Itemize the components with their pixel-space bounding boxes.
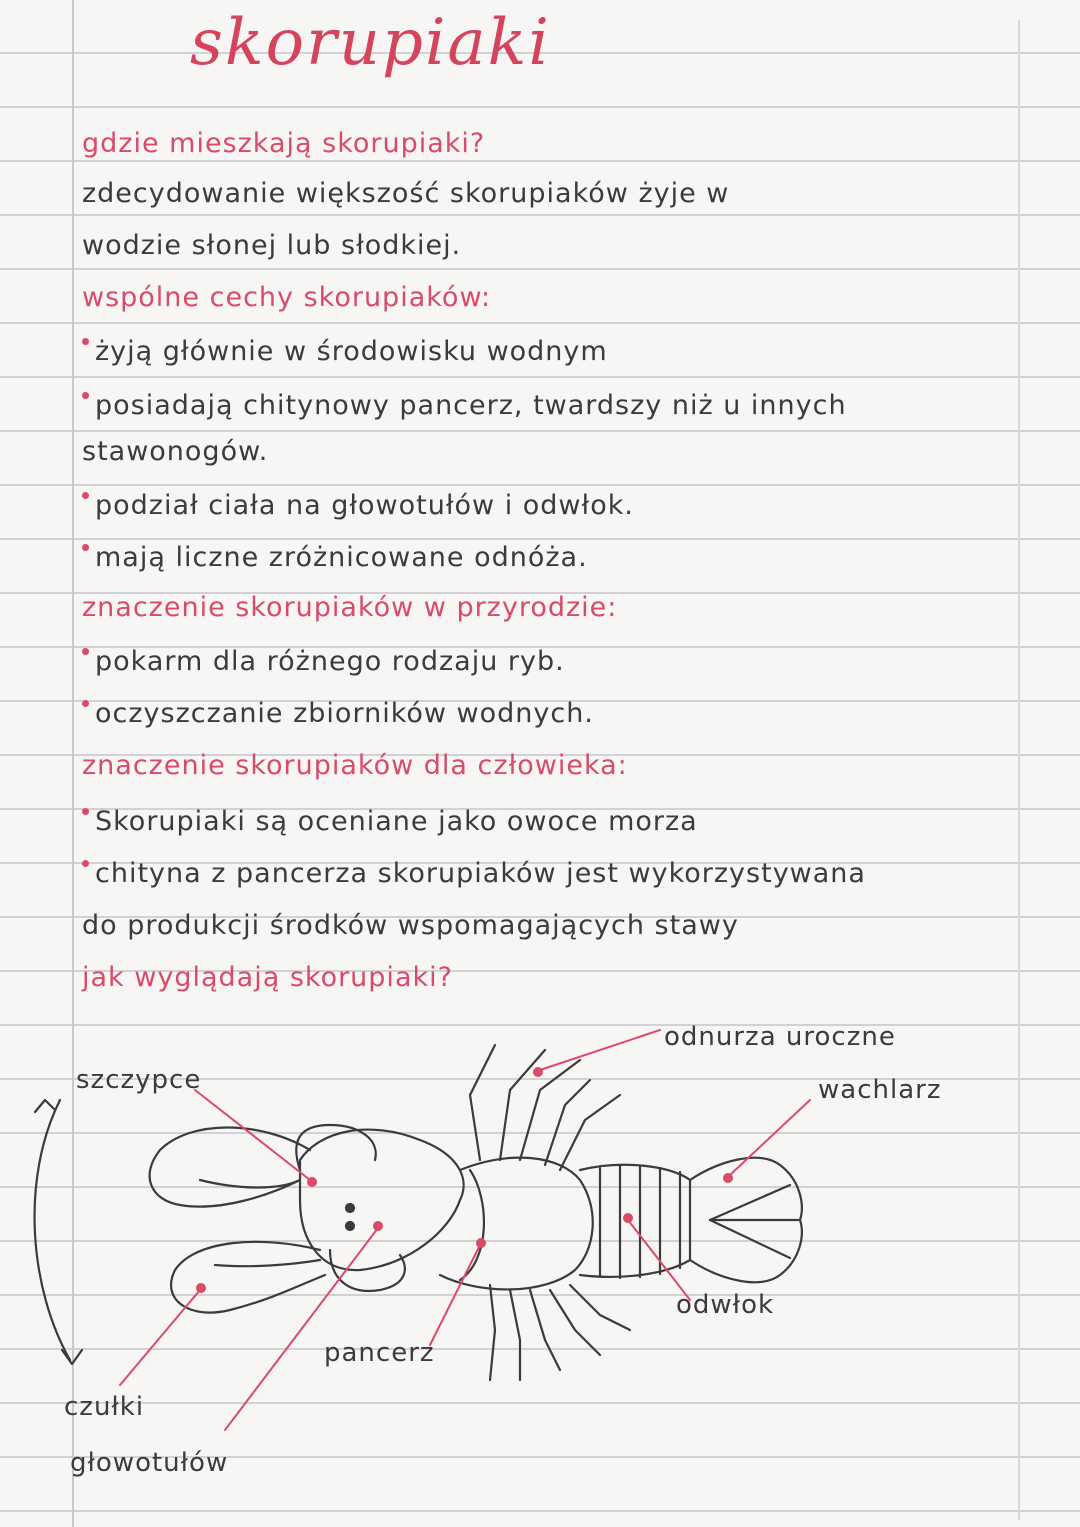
- bullet-item: Skorupiaki są oceniane jako owoce morza: [82, 806, 698, 837]
- text-line: wodzie słonej lub słodkiej.: [82, 230, 462, 261]
- heading-appearance: jak wyglądają skorupiaki?: [82, 962, 453, 993]
- bullet-item: żyją głównie w środowisku wodnym: [82, 336, 608, 367]
- label-odwlok: odwłok: [676, 1290, 775, 1320]
- label-pancerz: pancerz: [324, 1338, 435, 1368]
- text-line: zdecydowanie większość skorupiaków żyje w: [82, 178, 730, 209]
- page-title: skorupiaki: [190, 6, 551, 80]
- heading-where-live: gdzie mieszkają skorupiaki?: [82, 128, 486, 159]
- label-szczypce: szczypce: [76, 1065, 202, 1095]
- text-line: stawonogów.: [82, 436, 269, 467]
- bullet-item: posiadają chitynowy pancerz, twardszy niż u innych: [82, 390, 847, 421]
- heading-human-importance: znaczenie skorupiaków dla człowieka:: [82, 750, 628, 781]
- bullet-item: podział ciała na głowotułów i odwłok.: [82, 490, 634, 521]
- label-odnoza: odnurza uroczne: [664, 1022, 896, 1052]
- heading-common-features: wspólne cechy skorupiaków:: [82, 282, 492, 313]
- bullet-item: mają liczne zróżnicowane odnóża.: [82, 542, 588, 573]
- bullet-item: oczyszczanie zbiorników wodnych.: [82, 698, 594, 729]
- label-wachlarz: wachlarz: [818, 1075, 942, 1105]
- text-line: do produkcji środków wspomagających stawy: [82, 910, 739, 941]
- bullet-item: pokarm dla różnego rodzaju ryb.: [82, 646, 565, 677]
- heading-nature-importance: znaczenie skorupiaków w przyrodzie:: [82, 592, 618, 623]
- bullet-item: chityna z pancerza skorupiaków jest wykorzystywana: [82, 858, 866, 889]
- label-czulki: czułki: [64, 1392, 145, 1422]
- label-glowotulow: głowotułów: [70, 1448, 229, 1478]
